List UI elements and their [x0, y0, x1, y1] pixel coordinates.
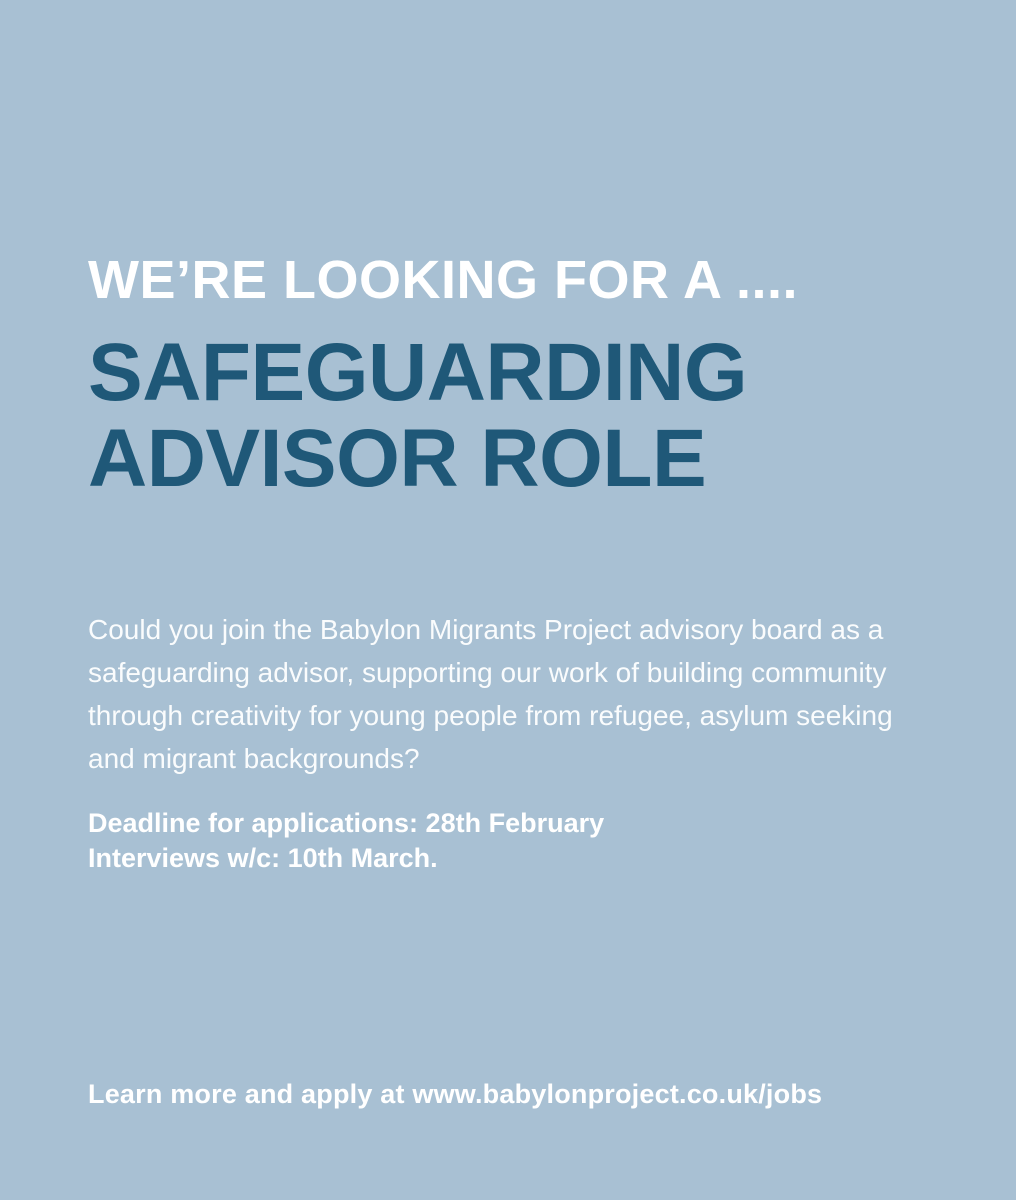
poster-content	[88, 0, 928, 1200]
eyebrow-text: WE’RE LOOKING FOR A ....	[88, 250, 798, 310]
deadline-interviews: Interviews w/c: 10th March.	[88, 843, 438, 873]
page-title	[88, 327, 928, 504]
deadline-block	[88, 806, 898, 876]
footer-apply-link[interactable]: Learn more and apply at www.babylonproject.co.uk/jobs	[88, 1079, 823, 1109]
headline-line-1: SAFEGUARDING	[88, 327, 748, 418]
headline-line-2: ADVISOR ROLE	[88, 413, 707, 504]
body-paragraph: Could you join the Babylon Migrants Project advisory board as a safeguarding advisor, supporting our work of building community through creativity for young people from refugee, asylum seeking and migrant backgrounds?	[88, 614, 893, 774]
deadline-applications: Deadline for applications: 28th February	[88, 808, 605, 838]
